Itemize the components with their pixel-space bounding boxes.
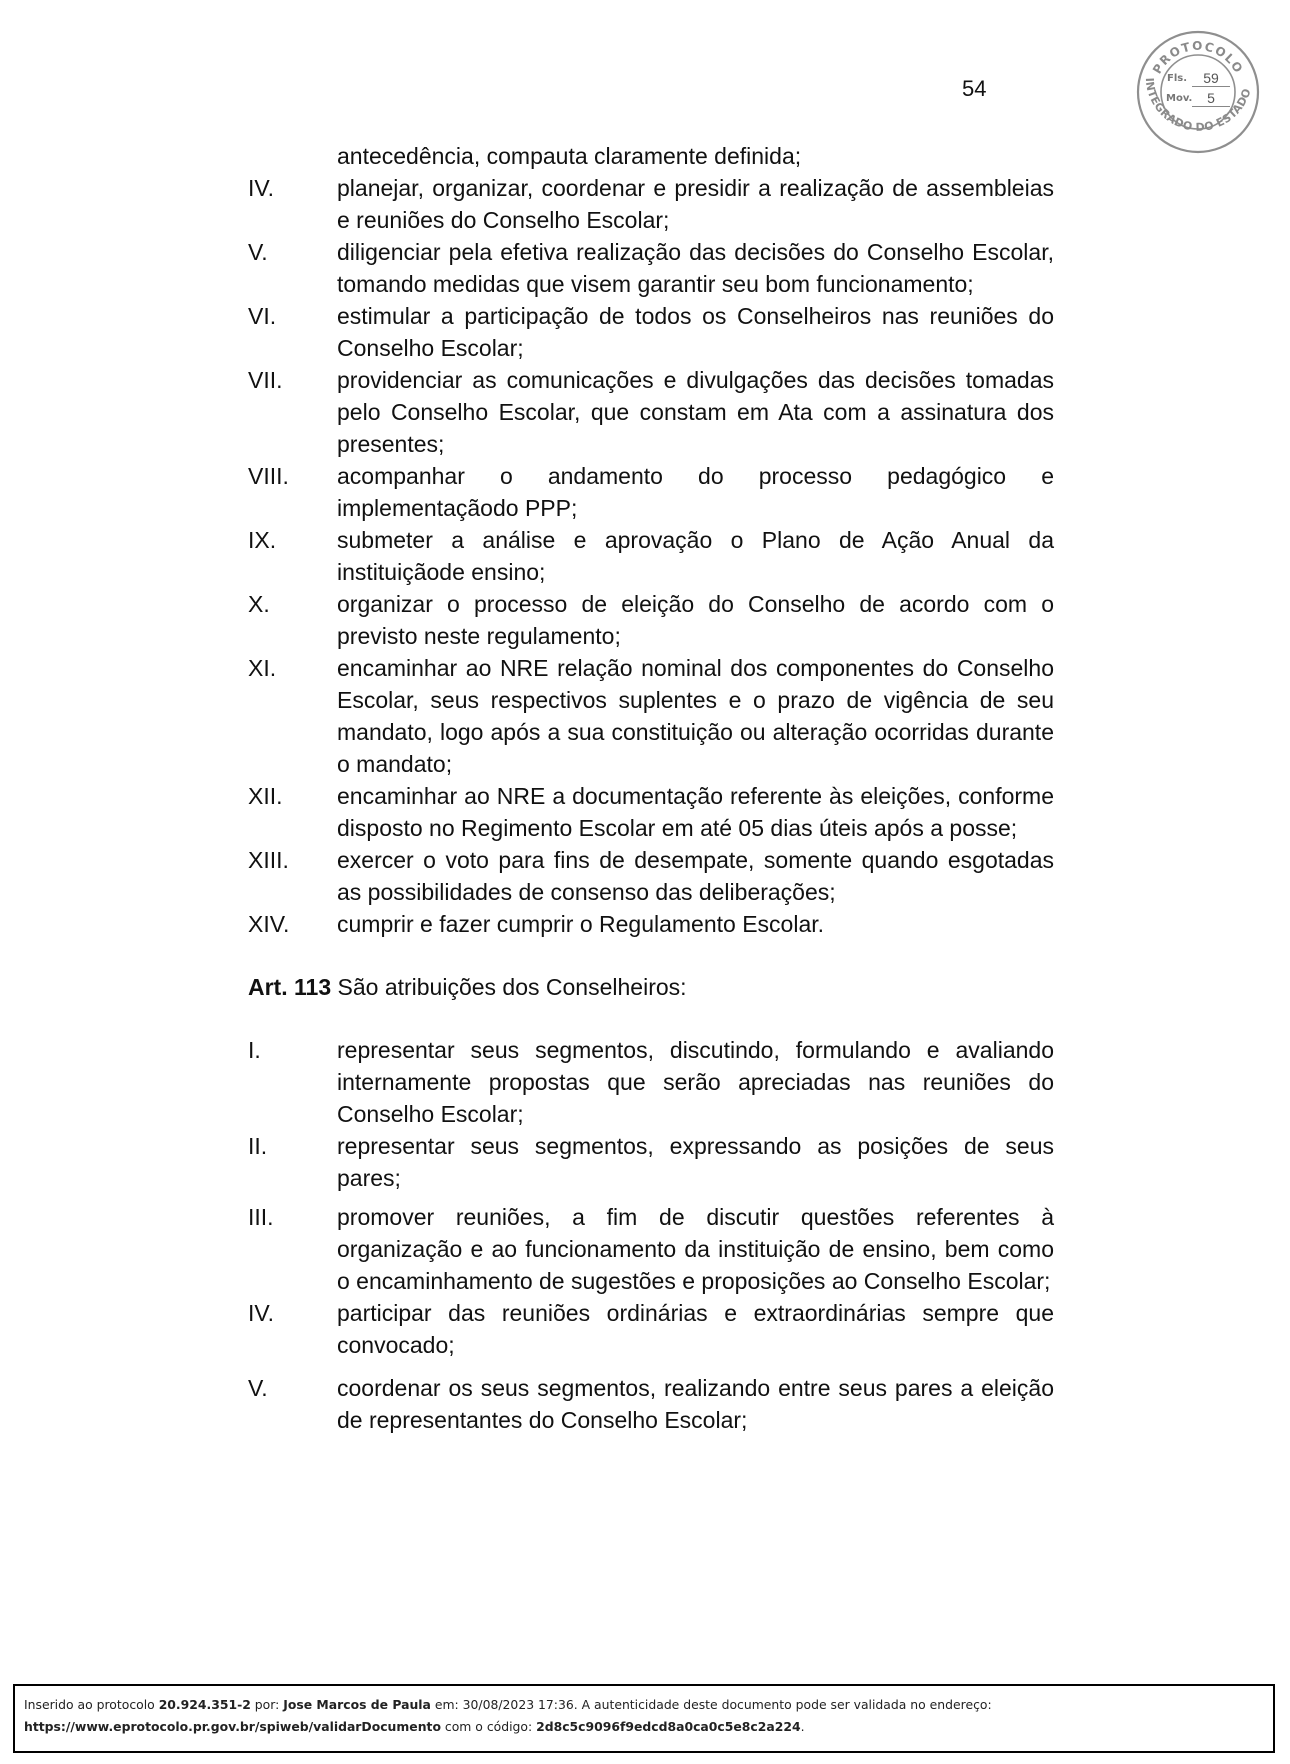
authentication-footer [13, 1684, 1275, 1753]
item-numeral: IV. [248, 1300, 275, 1326]
protocol-stamp [1136, 30, 1260, 154]
item-numeral: VIII. [248, 463, 289, 489]
item-text: estimular a participação de todos os Conselheiros nas reuniões do Conselho Escolar; [337, 303, 1054, 361]
list-item [248, 652, 1054, 780]
item-text: participar das reuniões ordinárias e extraordinárias sempre que convocado; [337, 1300, 1054, 1358]
item-numeral: V. [248, 239, 268, 265]
stamp-fls-value: 59 [1192, 70, 1230, 87]
article-text: São atribuições dos Conselheiros: [331, 974, 687, 1000]
item-text: promover reuniões, a fim de discutir questões referentes à organização e ao funcionamento da instituição de ensino, bem como o encaminhamento de sugestões e proposições ao Conselho Escolar; [337, 1204, 1054, 1294]
item-text: submeter a análise e aprovação o Plano de Ação Anual da instituiçãode ensino; [337, 527, 1054, 585]
footer-text: . [800, 1719, 805, 1734]
list-item [248, 780, 1054, 844]
item-numeral: X. [248, 591, 270, 617]
list-item [248, 172, 1054, 236]
item-numeral: III. [248, 1204, 274, 1230]
item-numeral: XI. [248, 655, 277, 681]
footer-validation-url[interactable]: https://www.eprotocolo.pr.gov.br/spiweb/validarDocumento [24, 1719, 441, 1734]
stamp-top-text: PROTOCOLO [1149, 39, 1247, 77]
list-item [248, 908, 1054, 940]
item-numeral: XIII. [248, 847, 289, 873]
page-number: 54 [962, 76, 987, 101]
item-text: diligenciar pela efetiva realização das decisões do Conselho Escolar, tomando medidas que visem garantir seu bom funcionamento; [337, 239, 1054, 297]
document-body [248, 140, 1054, 1436]
item-numeral: XII. [248, 783, 283, 809]
stamp-bottom-text: INTEGRADO DO ESTADO [1142, 77, 1254, 134]
item-numeral: VII. [248, 367, 283, 393]
list-item [248, 1372, 1054, 1436]
item-text: representar seus segmentos, expressando as posições de seus pares; [337, 1133, 1054, 1191]
stamp-fls-label: Fls. [1167, 73, 1188, 84]
list-item [248, 236, 1054, 300]
item-text: providenciar as comunicações e divulgações das decisões tomadas pelo Conselho Escolar, que constam em Ata com a assinatura dos presentes; [337, 367, 1054, 457]
item-numeral: V. [248, 1375, 268, 1401]
stamp-mov-label: Mov. [1166, 93, 1193, 104]
item-text: encaminhar ao NRE a documentação referente às eleições, conforme disposto no Regimento Escolar em até 05 dias úteis após a posse; [337, 783, 1054, 841]
list-item [248, 1297, 1054, 1361]
item-text: acompanhar o andamento do processo pedagógico e implementaçãodo PPP; [337, 463, 1054, 521]
list-item [248, 1201, 1054, 1297]
article-label: Art. 113 [248, 974, 332, 1000]
footer-protocol-number: 20.924.351-2 [158, 1697, 251, 1712]
item-text: planejar, organizar, coordenar e presidir a realização de assembleias e reuniões do Conselho Escolar; [337, 175, 1054, 233]
chairman-duties-list [248, 172, 1054, 940]
footer-text: com o código: [440, 1719, 537, 1734]
item-text: representar seus segmentos, discutindo, formulando e avaliando internamente propostas que serão apreciadas nas reuniões do Conselho Escolar; [337, 1037, 1054, 1127]
item-numeral: II. [248, 1133, 268, 1159]
councillor-duties-list [248, 1034, 1054, 1436]
stamp-mov-value: 5 [1192, 90, 1230, 107]
item-numeral: VI. [248, 303, 277, 329]
list-item [248, 588, 1054, 652]
item-text: coordenar os seus segmentos, realizando entre seus pares a eleição de representantes do Conselho Escolar; [337, 1375, 1054, 1433]
item-numeral: IV. [248, 175, 275, 201]
item-numeral: XIV. [248, 911, 290, 937]
continuation-text: antecedência, compauta claramente definida; [337, 143, 802, 169]
list-item [248, 460, 1054, 524]
item-text: encaminhar ao NRE relação nominal dos componentes do Conselho Escolar, seus respectivos suplentes e o prazo de vigência de seu mandato, logo após a sua constituição ou alteração ocorridas durante o mandato; [337, 655, 1054, 777]
footer-text: Inserido ao protocolo [24, 1697, 159, 1712]
list-item [248, 300, 1054, 364]
footer-text: em: 30/08/2023 17:36. A autenticidade deste documento pode ser validada no endereço: [430, 1697, 992, 1712]
item-text: cumprir e fazer cumprir o Regulamento Escolar. [337, 911, 825, 937]
list-item [248, 1130, 1054, 1194]
article-113 [248, 971, 1054, 1003]
list-item [248, 1034, 1054, 1130]
list-item [248, 524, 1054, 588]
footer-author: Jose Marcos de Paula [283, 1697, 431, 1712]
item-text: exercer o voto para fins de desempate, somente quando esgotadas as possibilidades de consenso das deliberações; [337, 847, 1054, 905]
footer-validation-code: 2d8c5c9096f9edcd8a0ca0c5e8c2a224 [536, 1719, 801, 1734]
item-numeral: IX. [248, 527, 277, 553]
footer-line-2 [24, 1716, 1273, 1738]
item-text: organizar o processo de eleição do Conselho de acordo com o previsto neste regulamento; [337, 591, 1054, 649]
list-item [248, 364, 1054, 460]
list-item [248, 844, 1054, 908]
footer-line-1 [24, 1694, 1273, 1716]
footer-text: por: [250, 1697, 284, 1712]
item-numeral: I. [248, 1037, 261, 1063]
